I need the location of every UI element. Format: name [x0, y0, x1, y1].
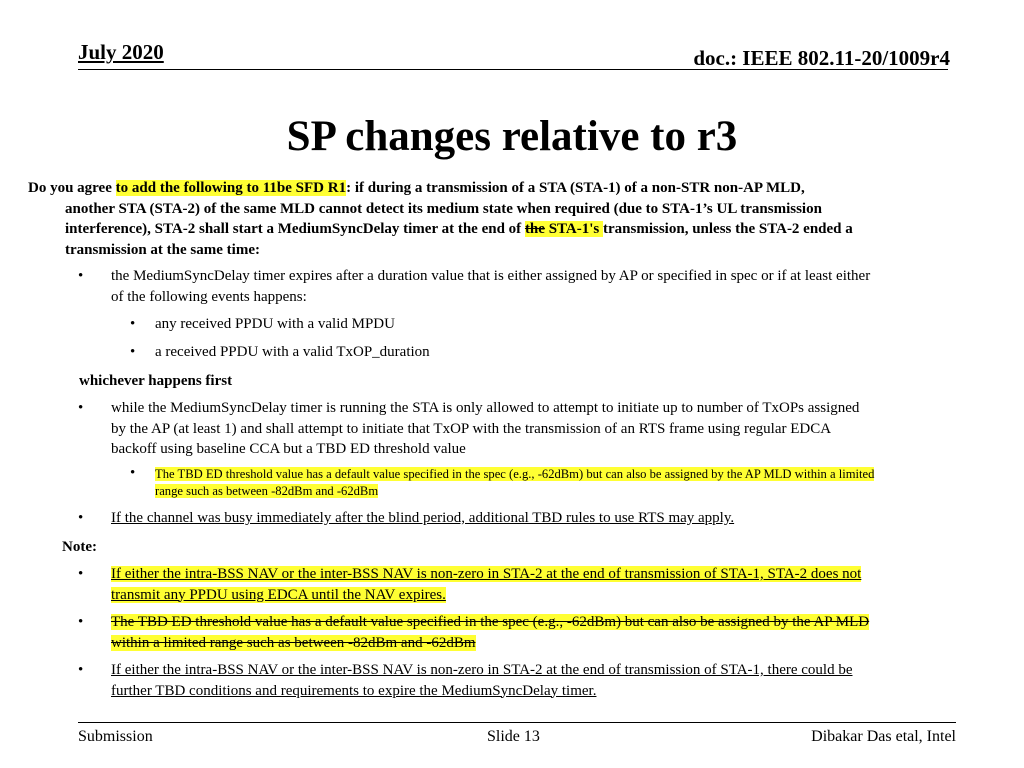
bullet-dot: • [78, 566, 84, 582]
bullet-dot: • [78, 268, 84, 284]
header-date: July 2020 [78, 40, 164, 64]
header-divider [78, 69, 948, 70]
bullet-dot: • [78, 510, 84, 526]
question-line3-a: interference), STA-2 shall start a MediumSyncDelay timer at the end of [65, 221, 525, 237]
note-3-line-2: further TBD conditions and requirements to expire the MediumSyncDelay timer. [111, 682, 597, 699]
sub-bullet-1: any received PPDU with a valid MPDU [155, 316, 395, 332]
bullet-2-line-1: while the MediumSyncDelay timer is running the STA is only allowed to attempt to initiate up to number of TxOPs assigned [111, 400, 860, 416]
question-line3-highlight: STA-1's [544, 221, 604, 237]
sub-bullet-3-line-1: The TBD ED threshold value has a default value specified in the spec (e.g., -62dBm) but can also be assigned by the AP MLD within a limited [155, 467, 875, 481]
question-line-3 [28, 219, 978, 240]
note-2-line-2: within a limited range such as between -82dBm and -62dBm [111, 634, 476, 651]
bullet-2-line-2: by the AP (at least 1) and shall attempt to initiate that TxOP with the transmission of an RTS frame using regular EDCA [111, 420, 832, 437]
footer-submission: Submission [78, 728, 153, 745]
footer-author: Dibakar Das etal, Intel [811, 728, 956, 745]
note-2-line-1: The TBD ED threshold value has a default value specified in the spec (e.g., -62dBm) but can also be assigned by the AP MLD [111, 614, 870, 630]
note-1 [111, 564, 861, 605]
note-2 [111, 612, 869, 653]
bullet-dot: • [78, 614, 84, 630]
sub-bullet-2: a received PPDU with a valid TxOP_duration [155, 344, 430, 360]
bullet-1-line-2: of the following events happens: [111, 288, 307, 305]
bullet-2-line-3: backoff using baseline CCA but a TBD ED threshold value [111, 441, 466, 457]
note-label: Note: [62, 539, 97, 555]
note-1-line-1: If either the intra-BSS NAV or the inter-BSS NAV is non-zero in STA-2 at the end of transmission of STA-1, STA-2 does not [111, 566, 862, 582]
question-lead: Do you agree [28, 180, 116, 196]
note-3-line-1: If either the intra-BSS NAV or the inter-BSS NAV is non-zero in STA-2 at the end of transmission of STA-1, there could be [111, 662, 853, 678]
bullet-3: If the channel was busy immediately after the blind period, additional TBD rules to use RTS may apply. [111, 510, 735, 526]
sub-bullet-3-line-2: range such as between -82dBm and -62dBm [155, 484, 379, 498]
bullet-dot: • [78, 400, 84, 416]
question-line-1 [28, 178, 978, 199]
question-line3-b: transmission, unless the STA-2 ended a [603, 221, 853, 237]
sub-bullet-3 [155, 466, 874, 500]
slide-title: SP changes relative to r3 [286, 113, 738, 160]
whichever-line: whichever happens first [79, 373, 233, 389]
note-1-line-2: transmit any PPDU using EDCA until the NAV expires. [111, 586, 446, 603]
bullet-2 [111, 398, 859, 460]
question-line-2: another STA (STA-2) of the same MLD cannot detect its medium state when required (due to STA-1’s UL transmission [65, 200, 822, 217]
sub-bullet-dot: • [130, 344, 136, 360]
footer-slide-number: Slide 13 [487, 728, 540, 745]
footer-divider [78, 722, 956, 723]
bullet-dot: • [78, 662, 84, 678]
question-rest: : if during a transmission of a STA (STA-1) of a non-STR non-AP MLD, [346, 180, 805, 196]
note-3 [111, 660, 853, 701]
bullet-1-line-1: the MediumSyncDelay timer expires after a duration value that is either assigned by AP or specified in spec or if at least either [111, 268, 871, 284]
question-line3-strike: the [524, 221, 545, 237]
sub-bullet-dot: • [130, 465, 136, 481]
question-line-4: transmission at the same time: [65, 241, 260, 258]
header-doc-id: doc.: IEEE 802.11-20/1009r4 [693, 46, 950, 70]
question-paragraph [28, 178, 978, 260]
bullet-1 [111, 266, 870, 307]
question-highlight: to add the following to 11be SFD R1 [115, 180, 347, 196]
sub-bullet-dot: • [130, 316, 136, 332]
